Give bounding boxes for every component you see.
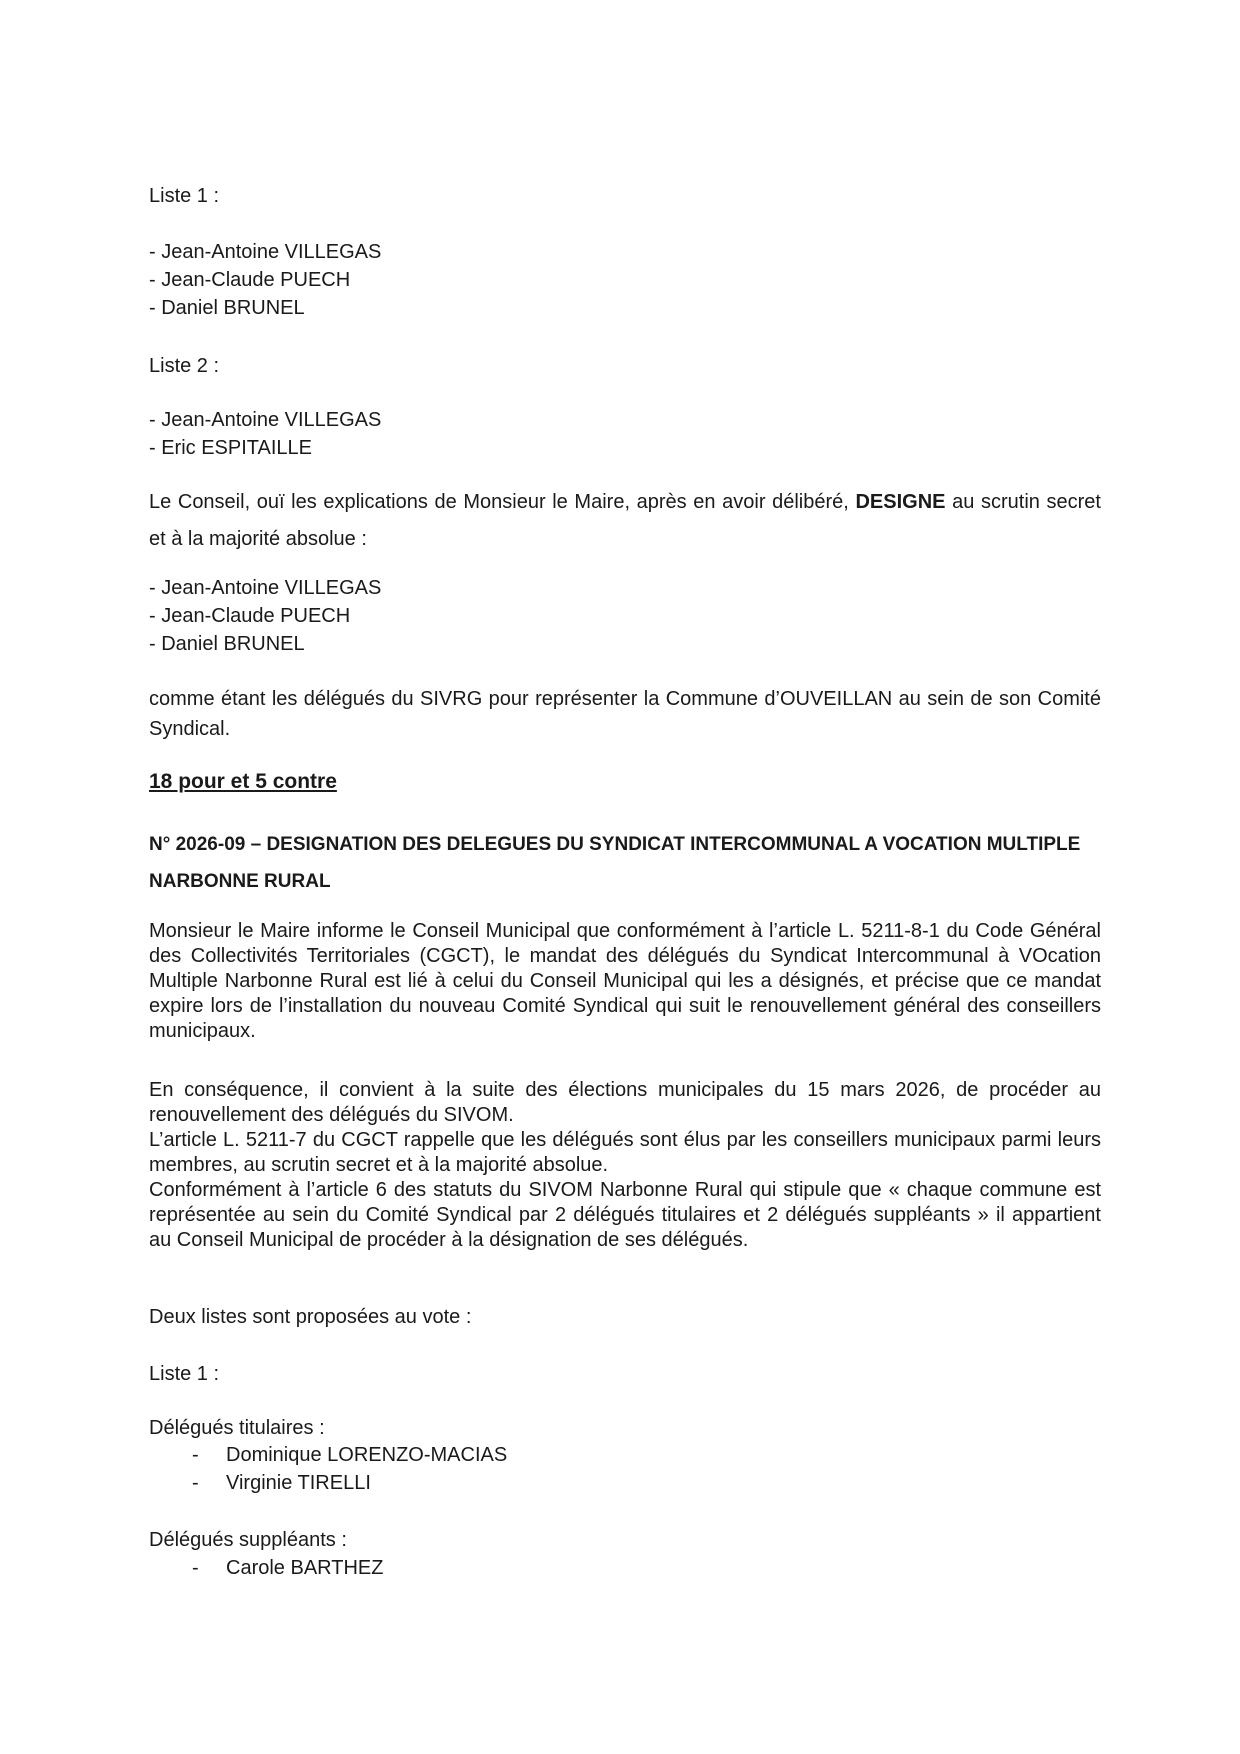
lists-intro: Deux listes sont proposées au vote : [149, 1306, 472, 1328]
titulaire-name: Dominique LORENZO-MACIAS [226, 1444, 508, 1466]
titulaires-label: Délégués titulaires : [149, 1417, 325, 1439]
liste1-label: Liste 1 : [149, 185, 220, 207]
paragraph-mandate: Monsieur le Maire informe le Conseil Municipal que conformément à l’article L. 5211-8-1 du Code Général des Collectivités Territoriales (CGCT), le mandat des délégués du Syndicat Intercommunal à VOcation Multiple Narbonne Rural est lié à celui du Conseil Municipal qui les a désignés, et précise que ce mandat expire lors de l’installation du nouveau Comité Syndical qui suit le renouvellement général des conseillers municipaux. [149, 920, 1101, 1042]
liste1-item: - Jean-Antoine VILLEGAS [149, 241, 382, 263]
suppleant-item [192, 1554, 383, 1582]
liste2-label: Liste 2 : [149, 355, 220, 377]
titulaire-item [192, 1469, 371, 1497]
paragraph-statuts: Conformément à l’article 6 des statuts du SIVOM Narbonne Rural qui stipule que « chaque commune est représentée au sein du Comité Syndical par 2 délégués titulaires et 2 délégués suppléants » il appartient au Conseil Municipal de procéder à la désignation de ses délégués. [149, 1179, 1101, 1251]
liste2-item: - Eric ESPITAILLE [149, 437, 313, 459]
list-dash: - [192, 1557, 199, 1579]
list-dash: - [192, 1444, 199, 1466]
decision-text-after: au scrutin secret et à la majorité absolue : [149, 491, 1101, 550]
decision-text-before: Le Conseil, ouï les explications de Monsieur le Maire, après en avoir délibéré, [149, 491, 856, 513]
paragraph-article: L’article L. 5211-7 du CGCT rappelle que les délégués sont élus par les conseillers municipaux parmi leurs membres, au scrutin secret et à la majorité absolue. [149, 1129, 1101, 1176]
titulaire-name: Virginie TIRELLI [226, 1472, 371, 1494]
vote-result: 18 pour et 5 contre [149, 770, 337, 793]
decision-paragraph [149, 484, 1101, 558]
liste1-item: - Jean-Claude PUECH [149, 269, 351, 291]
liste2-item: - Jean-Antoine VILLEGAS [149, 409, 382, 431]
deliberation-heading: N° 2026-09 – DESIGNATION DES DELEGUES DU SYNDICAT INTERCOMMUNAL A VOCATION MULTIPLE NARBONNE RURAL [149, 834, 1081, 892]
designated-item: - Jean-Antoine VILLEGAS [149, 577, 382, 599]
titulaire-item [192, 1441, 507, 1469]
list-dash: - [192, 1472, 199, 1494]
s2-liste1-label: Liste 1 : [149, 1363, 220, 1385]
designated-item: - Jean-Claude PUECH [149, 605, 351, 627]
suppleants-label: Délégués suppléants : [149, 1529, 347, 1551]
suppleant-name: Carole BARTHEZ [226, 1557, 384, 1579]
decision-keyword: DESIGNE [855, 491, 946, 513]
paragraph-consequence: En conséquence, il convient à la suite des élections municipales du 15 mars 2026, de procéder au renouvellement des délégués du SIVOM. [149, 1079, 1101, 1126]
liste1-item: - Daniel BRUNEL [149, 297, 305, 319]
designated-item: - Daniel BRUNEL [149, 633, 305, 655]
conclusion-paragraph: comme étant les délégués du SIVRG pour représenter la Commune d’OUVEILLAN au sein de son Comité Syndical. [149, 688, 1101, 740]
